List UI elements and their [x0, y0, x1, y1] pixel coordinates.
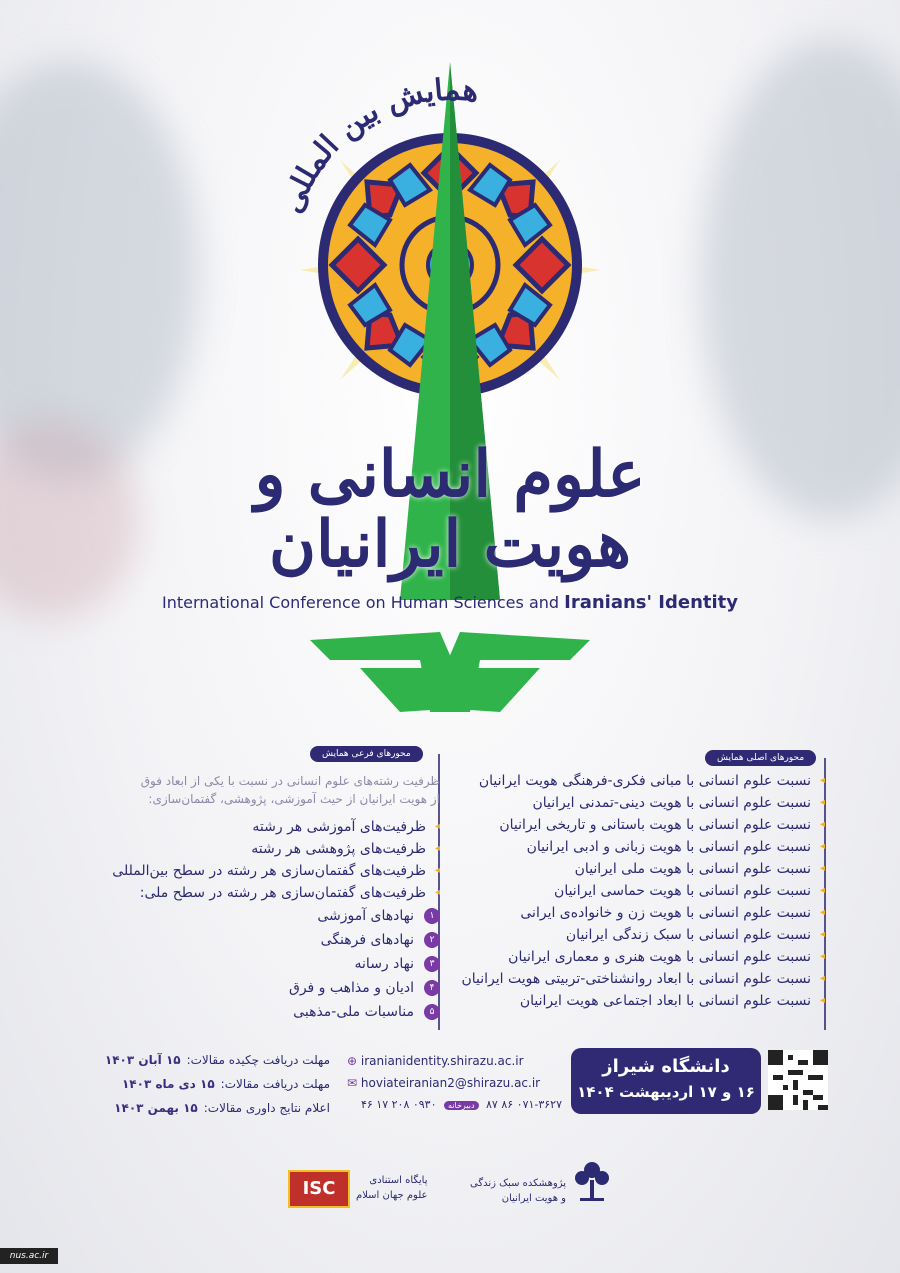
- deadline-label: اعلام نتایج داوری مقالات:: [203, 1101, 330, 1115]
- numbered-item-label: مناسبات ملی-مذهبی: [293, 1004, 414, 1020]
- globe-icon: ⊕: [347, 1054, 358, 1068]
- arc-title: همایش بین المللی: [274, 72, 481, 218]
- sub-axis-item: ◂ ظرفیت‌های گفتمان‌سازی هر رشته در سطح بین‌المللی: [80, 860, 440, 882]
- main-axis-item: ◂ نسبت علوم انسانی با سبک زندگی ایرانیان: [455, 924, 825, 946]
- main-axis-item: ◂ نسبت علوم انسانی با هویت هنری و معماری ایرانیان: [455, 946, 825, 968]
- deadline-date: ۱۵ آبان ۱۴۰۳: [104, 1053, 181, 1067]
- qr-code[interactable]: [768, 1050, 828, 1110]
- numbered-item-label: نهادهای فرهنگی: [320, 932, 414, 948]
- deadline-label: مهلت دریافت مقالات:: [220, 1077, 330, 1091]
- deadline-row: [80, 1048, 330, 1072]
- deadline-label: مهلت دریافت چکیده مقالات:: [186, 1053, 330, 1067]
- main-axis-item: ◂ نسبت علوم انسانی با هویت باستانی و تاریخی ایرانیان: [455, 814, 825, 836]
- sub-axis-item: ◂ ظرفیت‌های پژوهشی هر رشته: [80, 838, 440, 860]
- sub-axis-item: ◂ ظرفیت‌های آموزشی هر رشته: [80, 816, 440, 838]
- main-axes-list: [455, 770, 825, 1012]
- numbered-item-label: ادیان و مذاهب و فرق: [288, 980, 414, 996]
- main-axis-item: ◂ نسبت علوم انسانی با هویت زن و خانواده‌ی ایرانی: [455, 902, 825, 924]
- sub-axis-numbered-item: [80, 952, 440, 976]
- english-title-emphasis: Iranians' Identity: [564, 592, 739, 613]
- phone-row: [347, 1094, 562, 1117]
- sub-axes-intro-1: ظرفیت رشته‌های علوم انسانی در نسبت با یکی از ابعاد فوق: [140, 774, 440, 788]
- mobile-label: دبیرخانه: [444, 1101, 479, 1110]
- institute-tree-icon: [572, 1158, 612, 1208]
- number-badge: ۳: [424, 956, 440, 972]
- number-badge: ۴: [424, 980, 440, 996]
- sub-axis-numbered-item: [80, 976, 440, 1000]
- number-badge: ۱: [424, 908, 440, 924]
- deadline-date: ۱۵ بهمن ۱۴۰۳: [114, 1101, 198, 1115]
- institute-line-1: پژوهشکده سبک زندگی: [470, 1178, 566, 1189]
- deadline-row: [80, 1072, 330, 1096]
- institute-line-2: و هویت ایرانیان: [501, 1193, 566, 1204]
- main-axis-item: ◂ نسبت علوم انسانی با هویت زبانی و ادبی ایرانیان: [455, 836, 825, 858]
- venue-box: [571, 1048, 761, 1114]
- numbered-item-label: نهادهای آموزشی: [317, 908, 414, 924]
- deadline-date: ۱۵ دی ماه ۱۴۰۳: [121, 1077, 215, 1091]
- conference-date: ۱۶ و ۱۷ اردیبهشت ۱۴۰۴: [577, 1083, 755, 1101]
- number-badge: ۲: [424, 932, 440, 948]
- email-row[interactable]: [347, 1072, 562, 1094]
- website-row[interactable]: [347, 1050, 562, 1072]
- isc-line-2: علوم جهان اسلام: [356, 1190, 428, 1201]
- isc-caption: [356, 1173, 428, 1203]
- mobile-number: ۰۹۳۰ ۲۰۸ ۱۷ ۴۶: [360, 1098, 437, 1111]
- sub-axis-numbered-item: [80, 904, 440, 928]
- institute-caption: [470, 1176, 566, 1206]
- sub-axis-numbered-item: [80, 928, 440, 952]
- main-axis-item: ◂ نسبت علوم انسانی با مبانی فکری-فرهنگی هویت ایرانیان: [455, 770, 825, 792]
- green-base: [310, 632, 590, 712]
- sub-axes-tag: محورهای فرعی همایش: [310, 746, 423, 762]
- main-axis-item: ◂ نسبت علوم انسانی با هویت حماسی ایرانیان: [455, 880, 825, 902]
- site-badge[interactable]: nus.ac.ir: [0, 1248, 58, 1264]
- main-title: علوم انسانی و هویت ایرانیان: [254, 437, 646, 583]
- deadlines: [80, 1048, 330, 1120]
- sub-axes-intro-2: از هویت ایرانیان از حیث آموزشی، پژوهشی، گفتمان‌سازی:: [148, 792, 440, 806]
- main-axes-tag: محورهای اصلی همایش: [705, 750, 816, 766]
- main-axis-item: ◂ نسبت علوم انسانی با ابعاد اجتماعی هویت ایرانیان: [455, 990, 825, 1012]
- numbered-item-label: نهاد رسانه: [354, 956, 414, 972]
- university-name: دانشگاه شیراز: [602, 1056, 730, 1077]
- main-axis-item: ◂ نسبت علوم انسانی با هویت ملی ایرانیان: [455, 858, 825, 880]
- deadline-row: [80, 1096, 330, 1120]
- contact-info: [347, 1050, 562, 1117]
- number-badge: ۵: [424, 1004, 440, 1020]
- sub-axis-numbered-item: [80, 1000, 440, 1024]
- email-link[interactable]: hoviateiranian2@shirazu.ac.ir: [360, 1076, 541, 1090]
- english-title-prefix: International Conference on Human Sciences and: [161, 593, 560, 612]
- sub-axes-list: [80, 772, 440, 1024]
- isc-logo: ISC: [288, 1170, 350, 1208]
- main-axis-item: ◂ نسبت علوم انسانی با ابعاد روانشناختی-تربیتی هویت ایرانیان: [455, 968, 825, 990]
- phone-number: ۰۷۱-۳۶۲۷ ۸۶ ۸۷: [486, 1098, 562, 1111]
- mail-icon: ✉: [347, 1076, 358, 1090]
- isc-line-1: پایگاه استنادی: [369, 1175, 428, 1186]
- english-title: [150, 592, 750, 613]
- main-axis-item: ◂ نسبت علوم انسانی با هویت دینی-تمدنی ایرانیان: [455, 792, 825, 814]
- sub-axis-item: ◂ ظرفیت‌های گفتمان‌سازی هر رشته در سطح ملی:: [80, 882, 440, 904]
- website-link[interactable]: iranianidentity.shirazu.ac.ir: [360, 1054, 524, 1068]
